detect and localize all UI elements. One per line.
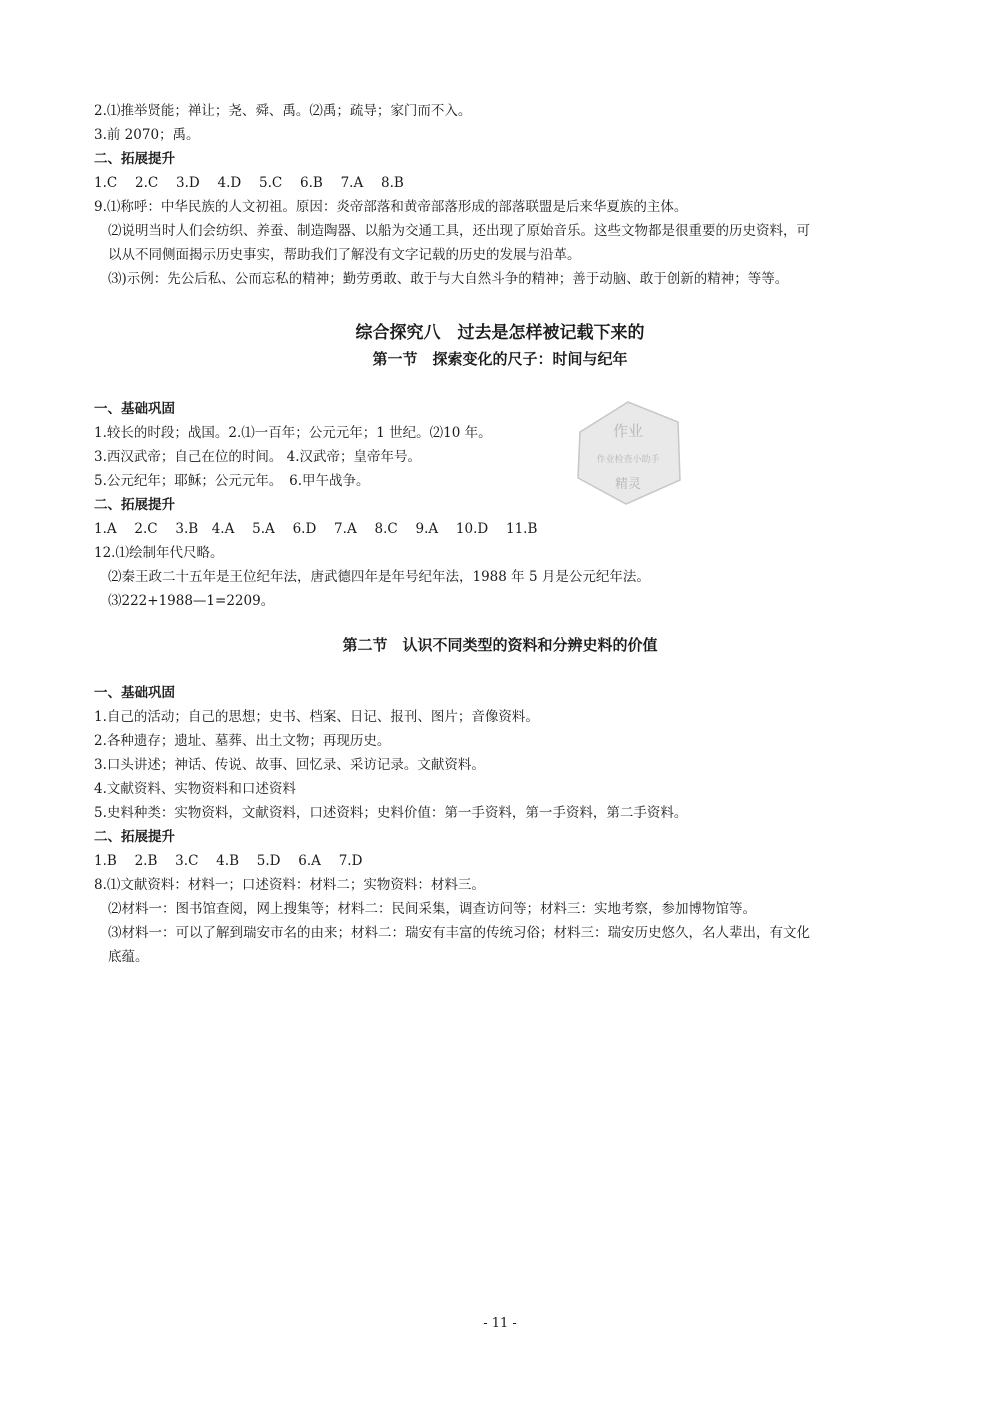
answer-line: ⑶材料一：可以了解到瑞安市名的由来；材料二：瑞安有丰富的传统习俗；材料三：瑞安历史悠久，名人辈出，有文化 <box>108 925 810 941</box>
section-heading: 一、基础巩固 <box>94 401 175 417</box>
answer-line: 2.各种遗存；遗址、墓葬、出土文物；再现历史。 <box>94 733 391 749</box>
answer-line: 3.西汉武帝；自己在位的时间。 4.汉武帝；皇帝年号。 <box>94 449 422 465</box>
stamp-text-mid: 作业检查小助手 <box>596 455 660 465</box>
answer-line: 底蕴。 <box>108 949 149 965</box>
answer-line: 1.B 2.B 3.C 4.B 5.D 6.A 7.D <box>94 853 363 869</box>
answer-line: ⑵秦王政二十五年是王位纪年法，唐武德四年是年号纪年法，1988 年 5 月是公元纪年法。 <box>108 569 650 585</box>
answer-line: ⑶)示例：先公后私、公而忘私的精神；勤劳勇敢、敢于与大自然斗争的精神；善于动脑、敢于创新的精神；等等。 <box>108 271 789 287</box>
watermark-stamp <box>568 392 688 512</box>
answer-line: ⑵材料一：图书馆查阅，网上搜集等；材料二：民间采集，调查访问等；材料三：实地考察，参加博物馆等。 <box>108 901 756 917</box>
section-title: 第一节 探索变化的尺子：时间与纪年 <box>372 350 628 368</box>
answer-line: 1.A 2.C 3.B 4.A 5.A 6.D 7.A 8.C 9.A 10.D 11.B <box>94 521 538 537</box>
answer-line: 2.⑴推举贤能；禅让；尧、舜、禹。⑵禹；疏导；家门而不入。 <box>94 103 472 119</box>
stamp-text-top: 作业 <box>612 422 644 440</box>
section-title: 第二节 认识不同类型的资料和分辨史料的价值 <box>342 636 658 654</box>
answer-line: 3.口头讲述；神话、传说、故事、回忆录、采访记录。文献资料。 <box>94 757 485 773</box>
stamp-text-bottom: 精灵 <box>614 477 642 492</box>
answer-line: 以从不同侧面揭示历史事实，帮助我们了解没有文字记载的历史的发展与沿革。 <box>108 247 581 263</box>
answer-line: 12.⑴绘制年代尺略。 <box>94 545 224 561</box>
answer-line: 1.较长的时段；战国。2.⑴一百年；公元元年；1 世纪。⑵10 年。 <box>94 425 492 441</box>
answer-line: 1.自己的活动；自己的思想；史书、档案、日记、报刊、图片；音像资料。 <box>94 709 539 725</box>
chapter-title: 综合探究八 过去是怎样被记载下来的 <box>355 323 645 343</box>
answer-line: ⑵说明当时人们会纺织、养蚕、制造陶器、以船为交通工具，还出现了原始音乐。这些文物都是很重要的历史资料，可 <box>108 223 810 239</box>
answer-line: 5.史料种类：实物资料，文献资料，口述资料；史料价值：第一手资料，第一手资料，第二手资料。 <box>94 805 688 821</box>
section-heading: 二、拓展提升 <box>94 497 175 513</box>
answer-line: 5.公元纪年；耶稣；公元元年。 6.甲午战争。 <box>94 473 370 489</box>
section-heading: 二、拓展提升 <box>94 151 175 167</box>
section-heading: 二、拓展提升 <box>94 829 175 845</box>
page-number: - 11 - <box>483 1316 517 1331</box>
answer-line: ⑶222+1988—1=2209。 <box>108 593 275 609</box>
answer-line: 9.⑴称呼：中华民族的人文初祖。原因：炎帝部落和黄帝部落形成的部落联盟是后来华夏族的主体。 <box>94 199 688 215</box>
answer-line: 4.文献资料、实物资料和口述资料 <box>94 781 296 797</box>
answer-line: 8.⑴文献资料：材料一；口述资料：材料二；实物资料：材料三。 <box>94 877 485 893</box>
answer-line: 3.前 2070；禹。 <box>94 127 200 143</box>
answer-line: 1.C 2.C 3.D 4.D 5.C 6.B 7.A 8.B <box>94 175 404 191</box>
section-heading: 一、基础巩固 <box>94 685 175 701</box>
